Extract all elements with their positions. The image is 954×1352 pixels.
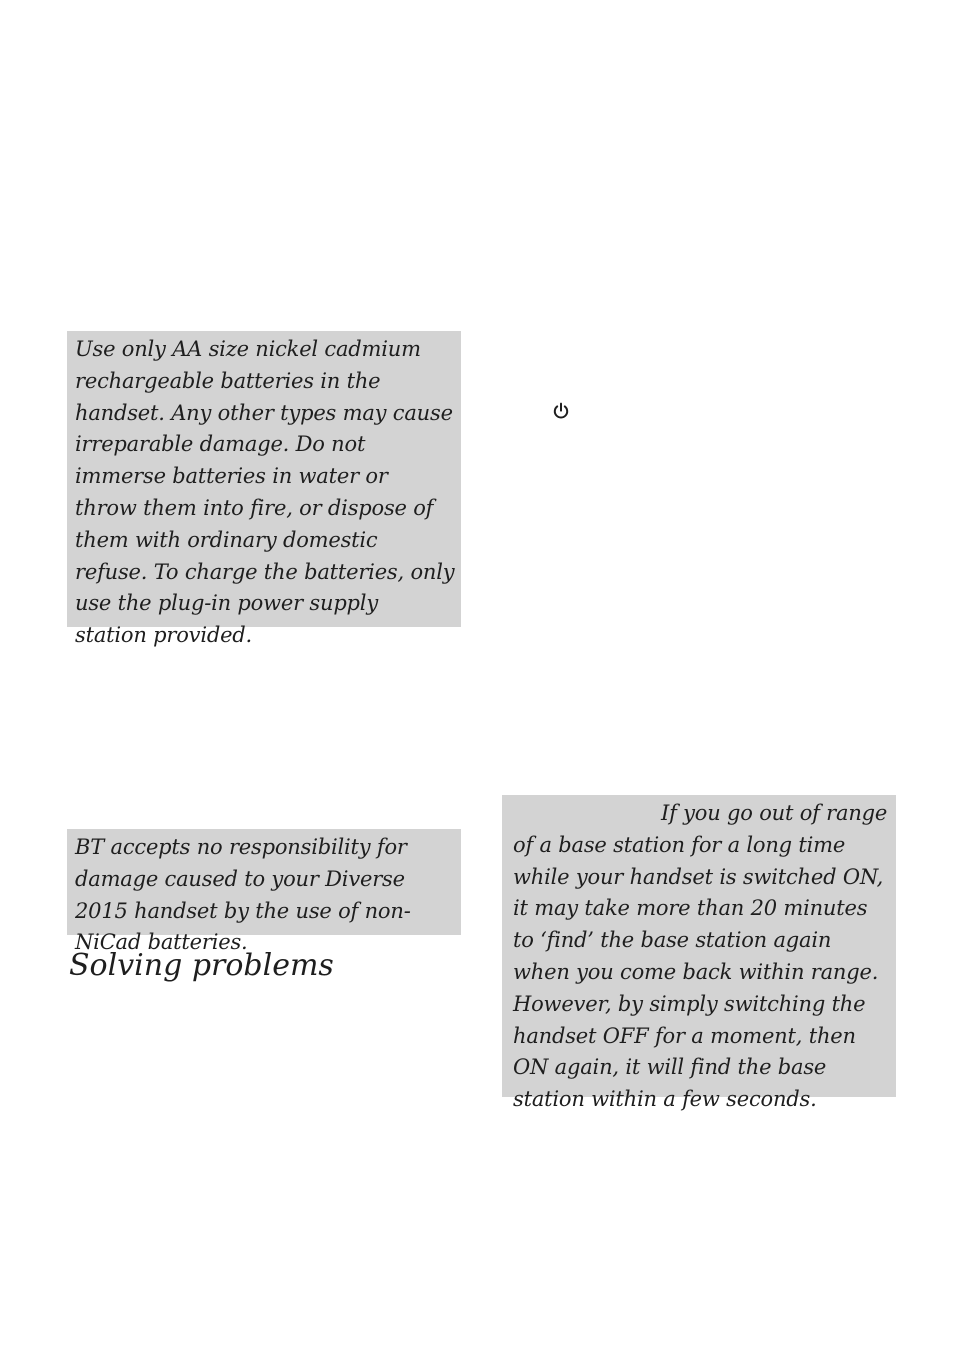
- power-icon: [551, 401, 571, 421]
- responsibility-disclaimer-note: BT accepts no responsibility for damage caused to your Diverse 2015 handset by the use of non-NiCad batteries.: [67, 829, 461, 935]
- out-of-range-note: [502, 795, 896, 1112]
- section-heading: Solving problems: [69, 948, 334, 983]
- out-of-range-note-text: If you go out of range of a base station for a long time while your handset is switched ON, it may take more than 20 minutes to ‘find’ the base station again when you come back within range. However, by simply switching the handset OFF for a moment, then ON again, it will find the base station within a few seconds.: [513, 801, 888, 1112]
- battery-warning-note: Use only AA size nickel cadmium rechargeable batteries in the handset. Any other types may cause irreparable damage. Do not immerse batteries in water or throw them into fire, or dispose of them with ordinary domestic refuse. To charge the batteries, only use the plug-in power supply station provided.: [67, 331, 461, 627]
